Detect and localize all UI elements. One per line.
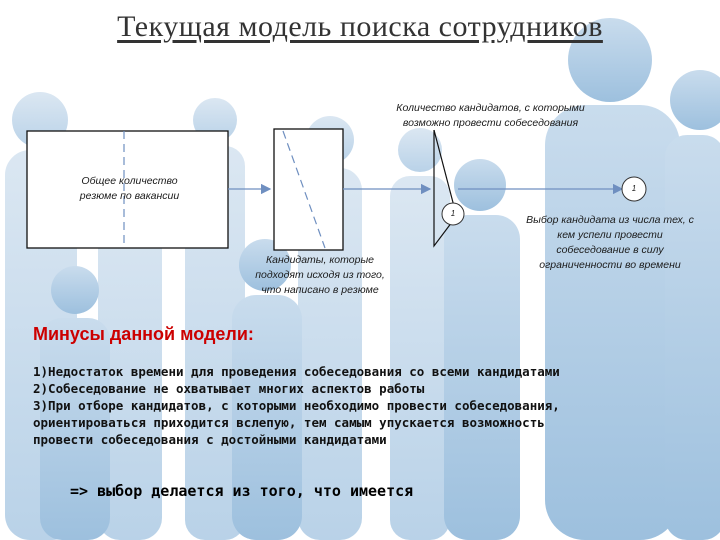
minus-point: 1)Недостаток времени для проведения собеседования со всеми кандидатами <box>33 364 560 379</box>
minus-point: ориентироваться приходится вслепую, тем самым упускается возможность <box>33 415 545 430</box>
minus-point: 3)При отборе кандидатов, с которыми необходимо провести собеседования, <box>33 398 560 413</box>
total-resumes-label: Общее количество резюме по вакансии <box>79 175 180 202</box>
candidate-choice-label: Выбор кандидата из числа тех, с кем успели провести собеседование в силу ограниченности во времени <box>526 214 694 271</box>
matching-candidates-box <box>274 129 343 250</box>
interview-triangle-top <box>434 130 456 214</box>
minuses-heading: Минусы данной модели: <box>33 324 254 344</box>
interview-triangle <box>434 130 458 246</box>
minus-point: 2)Собеседование не охватывает многих аспектов работы <box>33 381 425 396</box>
matching-candidates-label: Кандидаты, которые подходят исходя из того, что написано в резюме <box>255 254 385 296</box>
interview-count-label: Количество кандидатов, с которыми возможно провести собеседования <box>396 102 585 129</box>
conclusion-text: => выбор делается из того, что имеется <box>70 482 414 500</box>
page-title: Текущая модель поиска сотрудников <box>117 10 603 43</box>
minus-point: провести собеседования с достойными кандидатами <box>33 432 387 447</box>
marker-1-label: 1 <box>450 209 456 218</box>
marker-top-label: 1 <box>631 184 637 193</box>
